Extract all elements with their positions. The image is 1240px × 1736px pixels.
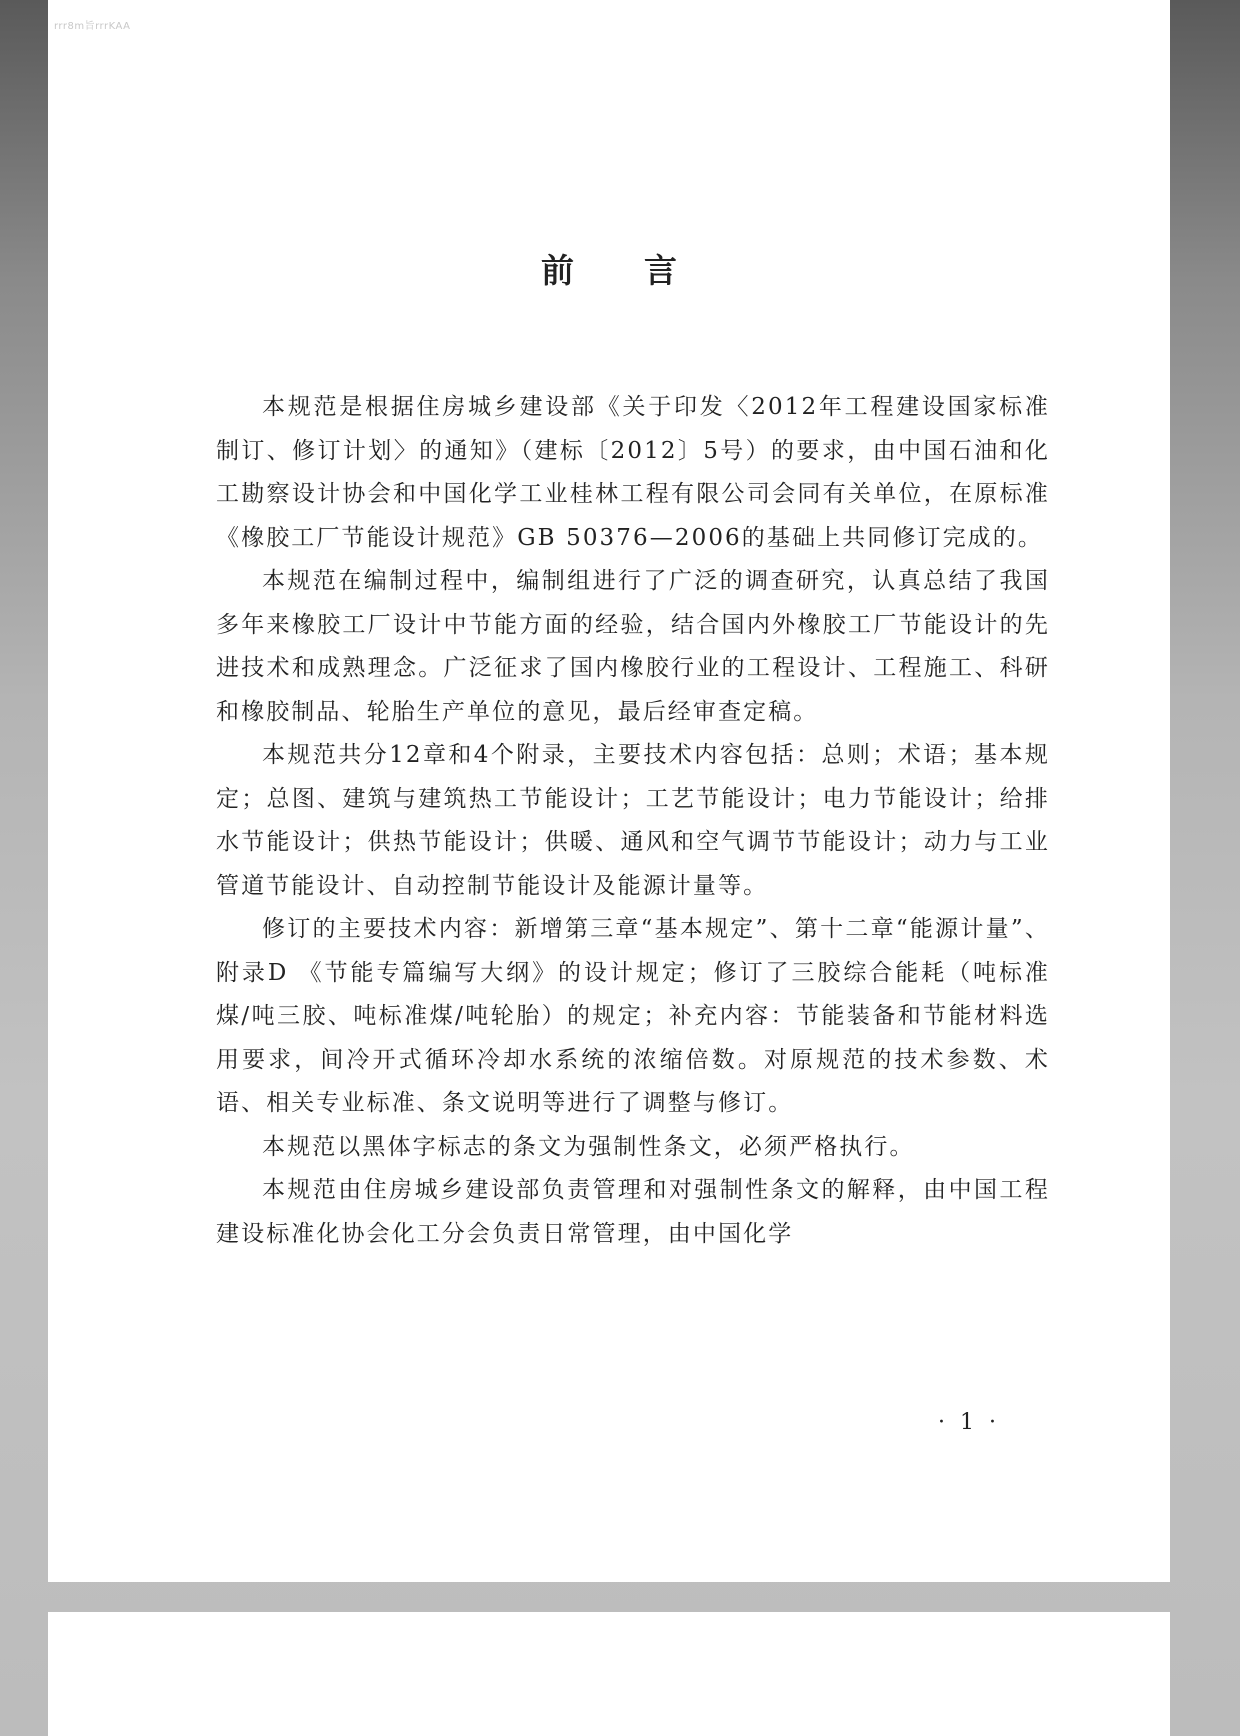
document-body: [216, 386, 1050, 1256]
next-page: [48, 1612, 1170, 1736]
paragraph: 本规范共分12章和4个附录，主要技术内容包括：总则；术语；基本规定；总图、建筑与建筑热工节能设计；工艺节能设计；电力节能设计；给排水节能设计；供热节能设计；供暖、通风和空气调节节能设计；动力与工业管道节能设计、自动控制节能设计及能源计量等。: [216, 742, 1050, 899]
page-number: · 1 ·: [938, 1410, 1000, 1435]
page-title: 前言: [541, 251, 747, 290]
paragraph: 本规范以黑体字标志的条文为强制性条文，必须严格执行。: [262, 1133, 915, 1160]
paragraph: 本规范由住房城乡建设部负责管理和对强制性条文的解释，由中国工程建设标准化协会化工分会负责日常管理，由中国化学: [216, 1177, 1050, 1247]
paragraph: 本规范是根据住房城乡建设部《关于印发〈2012年工程建设国家标准制订、修订计划〉的通知》（建标〔2012〕5号）的要求，由中国石油和化工勘察设计协会和中国化学工业桂林工程有限公司会同有关单位，在原标准《橡胶工厂节能设计规范》GB 50376—2006的基础上共同修订完成的。: [216, 394, 1050, 551]
paragraph: 本规范在编制过程中，编制组进行了广泛的调查研究，认真总结了我国多年来橡胶工厂设计中节能方面的经验，结合国内外橡胶工厂节能设计的先进技术和成熟理念。广泛征求了国内橡胶行业的工程设计、工程施工、科研和橡胶制品、轮胎生产单位的意见，最后经审查定稿。: [216, 568, 1050, 725]
paragraph: 修订的主要技术内容：新增第三章“基本规定”、第十二章“能源计量”、附录D 《节能专篇编写大纲》的设计规定；修订了三胶综合能耗（吨标准煤/吨三胶、吨标准煤/吨轮胎）的规定；补充内容：节能装备和节能材料选用要求，间冷开式循环冷却水系统的浓缩倍数。对原规范的技术参数、术语、相关专业标准、条文说明等进行了调整与修订。: [216, 916, 1050, 1116]
scan-corner-mark: rrr8m旨rrrKAA: [54, 21, 131, 32]
document-page: [48, 0, 1170, 1582]
